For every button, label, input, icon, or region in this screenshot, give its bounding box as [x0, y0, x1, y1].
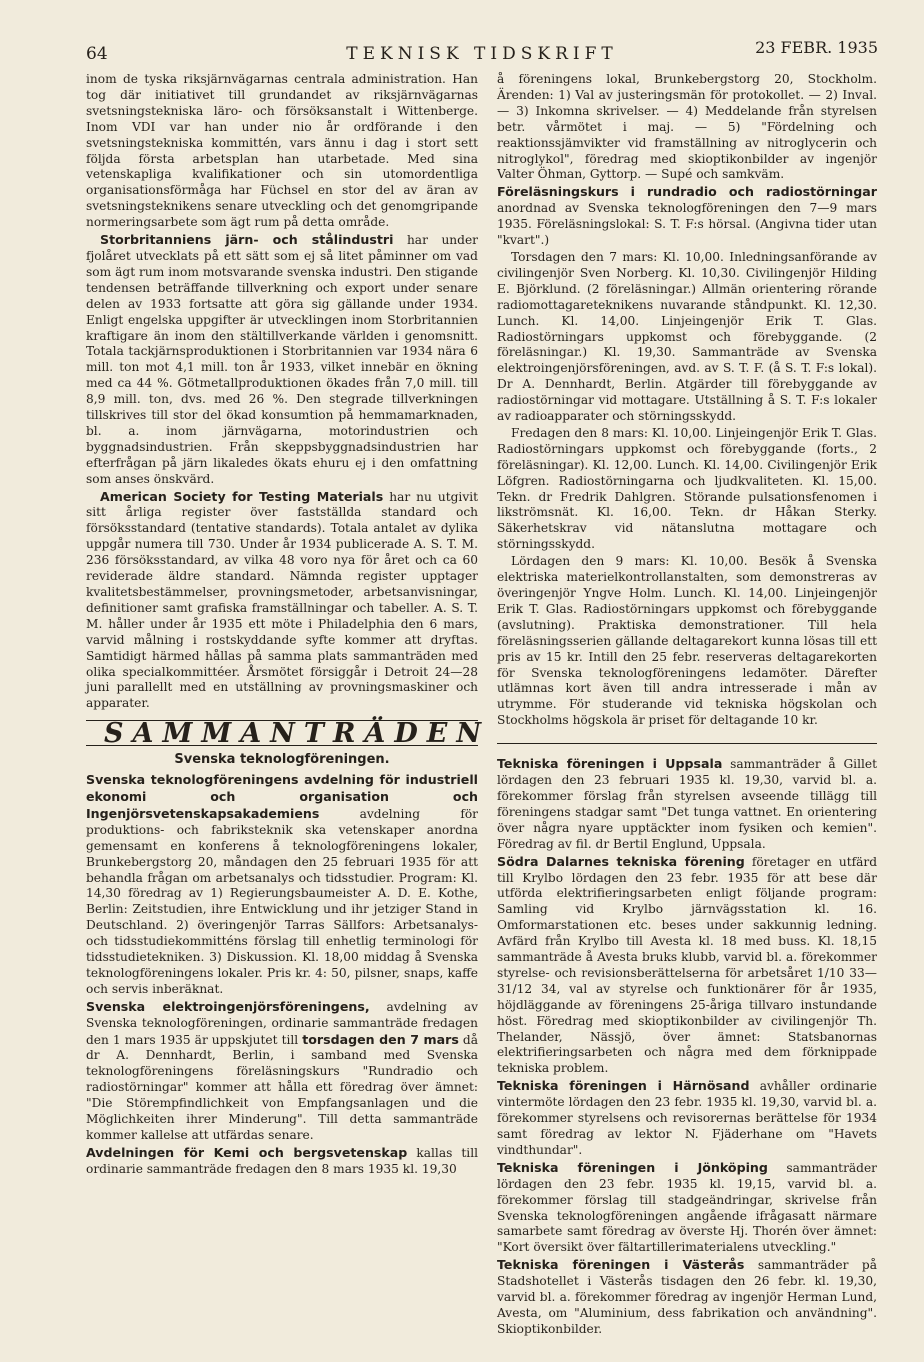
issue-date: 23 FEBR. 1935	[755, 38, 878, 57]
heading-kemi: Avdelningen för Kemi och bergsvetenskap	[86, 1144, 408, 1160]
paragraph-kemi-continued: å föreningens lokal, Brunkebergstorg 20, Stockholm. Ärenden: 1) Val av justeringsmän för protokollet. — 2) Inval. — 3) Inkomna skrivelser. — 4) Meddelande från styrelsen betr. vårmötet i maj. — 5) "Fördelning och reaktionssjämvikter vid framställning av nitroglycerin och nitroglykol", föredrag med skioptikonbilder av ingenjör Valter Öhman, Gyttorp. — Supé och samkväm.	[497, 72, 877, 182]
heading-harnosand: Tekniska föreningen i Härnösand	[497, 1078, 750, 1094]
right-column	[497, 72, 877, 1339]
heading-elektroingenjorer: Svenska elektroingenjörsföreningens,	[86, 998, 370, 1014]
running-header	[86, 36, 878, 68]
section-banner	[86, 718, 491, 750]
paragraph-elektroingenjorer	[86, 999, 478, 1144]
body-astm: har nu utgivit sitt årliga register över fastställda standard och försöksstandard (tentative standards). Totala antalet av dylika uppgår numera till 730. Under år 1934 publicerade A. S. T. M. 236 försöksstandard, av vilka 48 voro nya för året och ca 60 reviderade äldre standard. Nämnda register upptager kvalitetsbestämmelser, provningsmetoder, arbetsanvisningar, definitioner samt grafiska framställningar och tabeller. A. S. T. M. håller under år 1935 ett möte i Philadelphia den 6 mars, varvid målning i rostskyddande syfte kommer att dryftas. Samtidigt härmed hållas på samma plats sammanträden med olika specialkommittéer. Årsmötet försiggår i Detroit 24—28 juni parallellt med en utställning av provningsmaskiner och apparater.	[86, 489, 478, 711]
body-sodra-dalarne: företager en utfärd till Krylbo lördagen den 23 febr. 1935 för att bese där utförda elektrifieringsarbeten enligt följande program: Samling vid Krylbo järnvägsstation kl. 16. Omformarstationen etc. beses under sakkunnig ledning. Avfärd från Krylbo till Avesta kl. 18 med buss. Kl. 18,15 sammanträde å Avesta bruks klubb, varvid bl. a. förekommer styrelse- och revisionsberättelserna för arbetsåret 1/10 33—31/12 34, val av styrelse och funktionärer för år 1935, höjdläggande av föreningens 25-åriga tillvaro instundande höst. Föredrag med skioptikonbilder av civilingenjör Th. Thelander, Nässjö, över ämnet: Statsbanornas elektrifieringsarbeten och några med dem förknippade tekniska problem.	[497, 854, 877, 1076]
paragraph-storbritannien	[86, 232, 478, 488]
paragraph-vasteras	[497, 1257, 877, 1338]
paragraph-fredag: Fredagen den 8 mars: Kl. 10,00. Linjeingenjör Erik T. Glas. Radiostörningars uppkomst och förebyggande (forts., 2 föreläsningar). Kl. 12,00. Lunch. Kl. 14,00. Civilingenjör Erik Löfgren. Radiostörningarna och ljudkvaliteten. Kl. 15,00. Tekn. dr Fredrik Dahlgren. Störande pulsationsfenomen i likströmsnät. Kl. 16,00. Tekn. dr Håkan Sterky. Säkerhetskrav vid nätanslutna mottagare och störningsskydd.	[497, 425, 877, 552]
body-vasteras: sammanträder på Stadshotellet i Västerås tisdagen den 26 febr. kl. 19,30, varvid bl. a. förekommer föredrag av ingenjör Herman Lund, Avesta, om "Aluminium, dess fabrikation och användning". Skioptikonbilder.	[497, 1258, 877, 1336]
section-title: SAMMANTRÄDEN	[104, 718, 491, 750]
heading-forelasningskurs: Föreläsningskurs i rundradio och radiostörningar	[497, 184, 877, 200]
body-kemi: kallas till ordinarie sammanträde fredagen den 8 mars 1935 kl. 19,30	[86, 1145, 478, 1176]
body-forelasningskurs: anordnad av Svenska teknologföreningen den 7—9 mars 1935. Föreläsningslokal: S. T. F:s hörsal. (Angivna tider utan "kvart".)	[497, 201, 877, 248]
paragraph-lordag: Lördagen den 9 mars: Kl. 10,00. Besök å Svenska elektriska materielkontrollanstalten, som demonstreras av överingenjör Yngve Holm. Lunch. Kl. 14,00. Linjeingenjör Erik T. Glas. Radiostörningars uppkomst och förebyggande (avslutning). Praktiska demonstrationer. Till hela föreläsningsserien gällande deltagarekort kunna lösas till ett pris av 15 kr. Intill den 25 febr. reserveras deltagarekorten för Svenska teknologföreningens ledamöter. Därefter utlämnas kort även till andra intresserade i mån av utrymme. För studerande vid tekniska högskolan och Stockholms högskola är priset för deltagande 10 kr.	[497, 554, 877, 728]
body-storbritannien: har under fjolåret utvecklats på ett sätt som ej så litet påminner om vad som ägt rum inom motsvarande svenska industri. Den stigande tendensen beträffande tillverkning och export under senare delen av 1933 fortsatte att göra sig gällande under 1934. Enligt engelska uppgifter är utvecklingen inom Storbritannien kraftigare än inom den stältillverkande världen i genomsnitt. Totala tackjärnsproduktionen i Storbritannien var 1934 nära 6 mill. ton mot 4,1 mill. ton år 1933, vilket innebär en ökning med ca 44 %. Götmetallproduktionen ökades från 7,0 mill. till 8,9 mill. ton, dvs. med 26 %. Den stegrade tillverkningen tillskrives till stor del ökad konsumtion på hemmamarknaden, bl. a. inom järnvägarna, motorindustrien och byggnadsindustrien. Från skeppsbyggnadsindustrien har efterfrågan på järn likaledes ökats ehuru ej i den omfattning som anses önskvärd.	[86, 233, 478, 486]
heading-vasteras: Tekniska föreningen i Västerås	[497, 1257, 745, 1273]
body-jonkoping: sammanträder lördagen den 23 febr. 1935 kl. 19,15, varvid bl. a. förekommer förslag till stadgeändringar, skrivelse från Svenska teknologföreningen angående ifrågasatt närmare samarbete samt föredrag av överste Hj. Thorén över ämnet: "Kort översikt över fältartillerimaterialens utveckling."	[497, 1160, 877, 1255]
heading-storbritannien: Storbritanniens järn- och stålindustri	[100, 232, 394, 248]
bold-date-elektroingenjorer: torsdagen den 7 mars	[302, 1031, 459, 1047]
heading-astm: American Society for Testing Materials	[100, 488, 384, 504]
page-number: 64	[86, 44, 108, 64]
journal-title: TEKNISK TIDSKRIFT	[346, 44, 618, 64]
heading-sodra-dalarne: Södra Dalarnes tekniska förening	[497, 853, 745, 869]
paragraph-jonkoping	[497, 1160, 877, 1256]
paragraph-kemi	[86, 1145, 478, 1178]
body-harnosand: avhåller ordinarie vintermöte lördagen den 23 febr. 1935 kl. 19,30, varvid bl. a. förekommer styrelsens och revisorernas berättelse för 1934 samt föredrag av lektor N. Fjäderhane om "Havets vindthundar".	[497, 1079, 878, 1157]
paragraph-industriell-ekonomi	[86, 772, 478, 998]
body-elektroingenjorer-b: då dr A. Dennhardt, Berlin, i samband med Svenska teknologföreningens föreläsningskurs "Rundradio och radiostörningar" kommer att hålla ett föredrag över ämnet: "Die Störempfindlichkeit von Empfangsanlagen und die Möglichkeiten ihrer Minderung". Till detta sammanträde kommer kallelse att utfärdas senare.	[86, 1032, 478, 1142]
left-column	[86, 72, 491, 1179]
paragraph-sodra-dalarne	[497, 854, 877, 1078]
paragraph-torsdag: Torsdagen den 7 mars: Kl. 10,00. Inledningsanförande av civilingenjör Sven Norberg. Kl. 10,30. Civilingenjör Hilding E. Björklund. (2 föreläsningar.) Allmän orientering rörande radiomottagareteknikens nuvarande ståndpunkt. Kl. 12,30. Lunch. Kl. 14,00. Linjeingenjör Erik T. Glas. Radiostörningars uppkomst och förebyggande. (2 föreläsningar.) Kl. 19,30. Sammanträde av Svenska elektroingenjörsföreningen, avd. av S. T. F. (å S. T. F:s lokal). Dr A. Dennhardt, Berlin. Atgärder till förebyggande av radiostörningar vid mottagare. Utställning å S. T. F:s lokaler av radioapparater och störningsskydd.	[497, 249, 877, 424]
paragraph-uppsala	[497, 756, 877, 852]
sub-heading: Svenska teknologföreningen.	[174, 752, 390, 768]
paragraph-fuchsel: inom de tyska riksjärnvägarnas centrala administration. Han tog där initiativet till grundandet av riksjärnvägarnas svetsningstekniska läro- och försöksanstalt i Wittenberge. Inom VDI var han under nio år ordförande i den svetsningstekniska kommittén, vars ännu i dag i stort sett följda första arbetsplan han utarbetade. Med sina vetenskapliga kvalifikationer och sin utomordentliga organisationsförmåga har Füchsel en stor del av äran av svetsningsteknikens senare utveckling och det genomgripande normeringsarbete som ägt rum på detta område.	[86, 72, 478, 230]
paragraph-forelasningskurs	[497, 184, 877, 249]
body-industriell-ekonomi: avdelning för produktions- och fabriksteknik ska vetenskaper anordna gemensamt en konferens å teknologföreningens lokaler, Brunkebergstorg 20, måndagen den 25 februari 1935 för att behandla frågan om arbetsanalys och tidsstudier. Program: Kl. 14,30 föredrag av 1) Regierungsbaumeister A. D. E. Kothe, Berlin: Zeitstudien, ihre Entwicklung und ihr jetziger Stand in Deutschland. 2) överingenjör Tarras Sällfors: Arbetsanalys- och tidsstudiekommitténs förslag till enhetlig terminologi för tidsstudietekniken. 3) Diskussion. Kl. 18,00 middag å Svenska teknologföreningens lokaler. Pris kr. 4: 50, pilsner, snaps, kaffe och servis inberäknat.	[86, 806, 478, 996]
paragraph-astm	[86, 489, 478, 713]
column-divider	[497, 743, 877, 744]
heading-jonkoping: Tekniska föreningen i Jönköping	[497, 1159, 768, 1175]
heading-industriell-ekonomi: Svenska teknologföreningens avdelning för industriell ekonomi och organisation och Ingenjörsvetenskapsakademiens	[86, 772, 478, 821]
body-uppsala: sammanträder å Gillet lördagen den 23 februari 1935 kl. 19,30, varvid bl. a. förekommer förslag från styrelsen avseende tillägg till föreningens stadgar samt "Det tunga vattnet. En orientering över några nyare upptäckter inom fysiken och kemien". Föredrag av fil. dr Bertil Englund, Uppsala.	[497, 757, 877, 851]
paragraph-harnosand	[497, 1078, 877, 1159]
heading-uppsala: Tekniska föreningen i Uppsala	[497, 756, 723, 772]
body-elektroingenjorer-a: avdelning av Svenska teknologföreningen, ordinarie sammanträde fredagen den 1 mars 1935 är uppskjutet till	[86, 999, 478, 1047]
